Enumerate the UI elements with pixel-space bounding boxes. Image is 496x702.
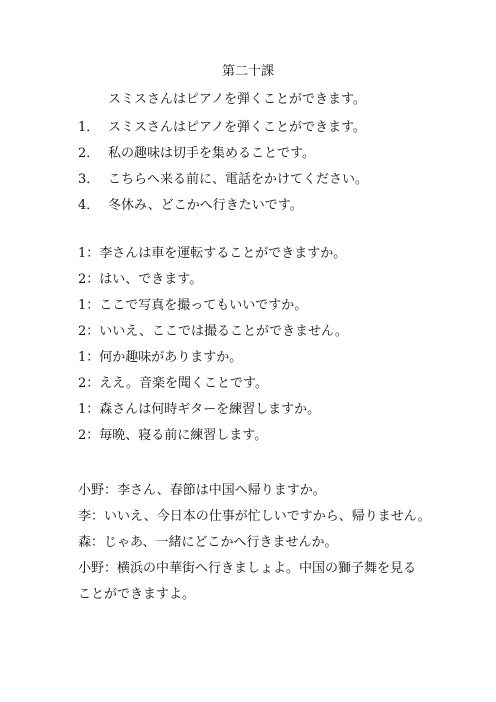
lesson-subtitle: スミスさんはピアノを弾くことができます。 (108, 92, 366, 107)
dialogue-line: 1：李さんは車を運転することができますか。 (78, 246, 347, 261)
sentence-4 (78, 198, 303, 214)
sentence-1 (78, 120, 366, 136)
sentence-number: 2． (78, 146, 100, 161)
dialogue-line: 2：ええ。音楽を聞くことです。 (78, 376, 269, 391)
dialogue-line: 1：森さんは何時ギターを練習しますか。 (78, 402, 321, 417)
conversation-line: 森：じゃあ、一緒にどこかへ行きませんか。 (78, 535, 338, 550)
sentence-number: 3． (78, 172, 100, 187)
conversation-line: 小野：横浜の中華街へ行きましょよ。中国の獅子舞を見る (78, 561, 417, 576)
sentence-text: 私の趣味は切手を集めることです。 (108, 146, 315, 161)
sentence-2 (78, 146, 315, 162)
dialogue-line: 2：はい、できます。 (78, 272, 203, 287)
dialogue-line: 2：毎晩、寝る前に練習します。 (78, 428, 268, 443)
sentence-text: こちらへ来る前に、電話をかけてください。 (108, 172, 369, 187)
conversation-line: 李：いいえ、今日本の仕事が忙しいですから、帰りません。 (78, 509, 431, 524)
dialogue-line: 1：ここで写真を撮ってもいいですか。 (78, 298, 308, 313)
sentence-text: スミスさんはピアノを弾くことができます。 (108, 120, 366, 135)
conversation-line: 小野：李さん、春節は中国へ帰りますか。 (78, 483, 326, 498)
sentence-text: 冬休み、どこかへ行きたいです。 (108, 198, 303, 213)
lesson-title: 第二十課 (221, 64, 274, 79)
dialogue-line: 2：いいえ、ここでは撮ることができません。 (78, 324, 348, 339)
dialogue-line: 1：何か趣味がありますか。 (78, 350, 243, 365)
sentence-3 (78, 172, 368, 188)
sentence-number: 1． (78, 120, 100, 135)
conversation-line: ことができますよ。 (78, 587, 196, 602)
sentence-number: 4． (78, 198, 100, 213)
